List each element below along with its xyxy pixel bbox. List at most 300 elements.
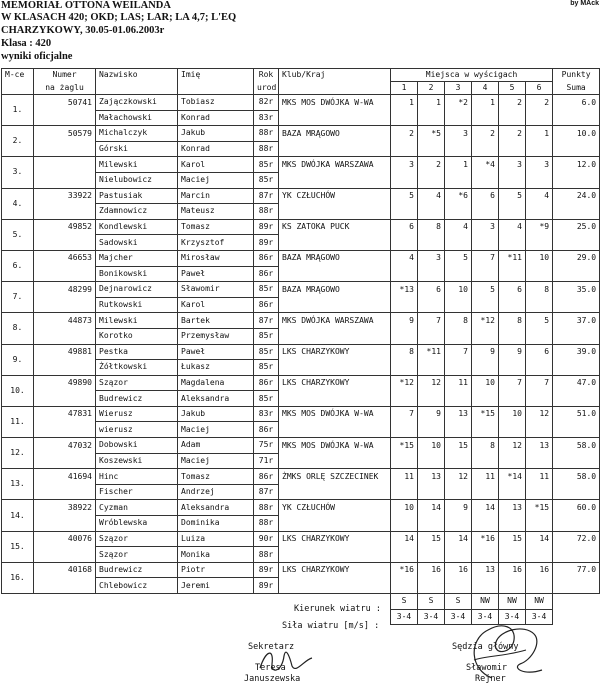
race-place-cell-empty (472, 204, 499, 220)
crew-surname-cell: Szązor (96, 547, 178, 563)
race-place-cell: *12 (391, 375, 418, 391)
race-place-cell: 8 (445, 313, 472, 329)
sail-number-cell: 47032 (34, 438, 96, 454)
sail-number-cell: 46653 (34, 250, 96, 266)
crew-year-cell: 88r (254, 547, 279, 563)
table-row-crew (2, 484, 600, 500)
points-cell: 51.0 (553, 406, 600, 422)
crew-surname-cell: Sadowski (96, 235, 178, 251)
race-place-cell-empty (445, 516, 472, 532)
race-place-cell: 8 (499, 313, 526, 329)
crew-surname-cell: Budrewicz (96, 391, 178, 407)
sail-number-cell-empty (34, 391, 96, 407)
crew-year-cell: 83r (254, 110, 279, 126)
table-row-crew (2, 110, 600, 126)
table-row (2, 375, 600, 391)
race-place-cell: 11 (391, 469, 418, 485)
race-place-cell-empty (418, 516, 445, 532)
helm-surname-cell: Milewski (96, 313, 178, 329)
race-place-cell-empty (526, 235, 553, 251)
race-place-cell-empty (526, 204, 553, 220)
table-row (2, 188, 600, 204)
helm-name-cell: Adam (178, 438, 254, 454)
race-place-cell-empty (526, 141, 553, 157)
credit-label: by MAck (570, 0, 599, 7)
points-cell: 29.0 (553, 250, 600, 266)
helm-surname-cell: Pestka (96, 344, 178, 360)
race-place-cell: 2 (526, 95, 553, 111)
wind-direction-cell: NW (472, 594, 499, 610)
race-place-cell: 5 (445, 250, 472, 266)
class-label: Klasa : 420 (1, 38, 52, 49)
sail-number-cell: 47831 (34, 406, 96, 422)
secretary-signature (256, 646, 316, 678)
race-place-cell: 8 (391, 344, 418, 360)
helm-surname-cell: Pastusiak (96, 188, 178, 204)
helm-year-cell: 87r (254, 188, 279, 204)
col-number-header: Numer (34, 69, 96, 82)
table-row-crew (2, 204, 600, 220)
points-cell-empty (553, 516, 600, 532)
col-points-header: Punkty (553, 69, 600, 82)
sail-number-cell-empty (34, 453, 96, 469)
race-place-cell-empty (445, 547, 472, 563)
race-place-cell: *15 (391, 438, 418, 454)
helm-year-cell: 86r (254, 250, 279, 266)
race-place-cell: 11 (445, 375, 472, 391)
club-cell-empty (279, 484, 391, 500)
table-row-crew (2, 266, 600, 282)
race-place-cell: *15 (526, 500, 553, 516)
helm-name-cell: Marcin (178, 188, 254, 204)
race-place-cell-empty (472, 391, 499, 407)
place-cell: 13. (2, 469, 34, 500)
race-place-cell-empty (391, 391, 418, 407)
helm-surname-cell: Budrewicz (96, 562, 178, 578)
race-place-cell: 7 (526, 375, 553, 391)
race-place-cell: 8 (526, 282, 553, 298)
helm-surname-cell: Hinc (96, 469, 178, 485)
crew-surname-cell: Rutkowski (96, 297, 178, 313)
points-cell: 58.0 (553, 438, 600, 454)
club-cell: LKS CHARZYKOWY (279, 375, 391, 391)
col-year-header: Rok (254, 69, 279, 82)
race-place-cell-empty (526, 391, 553, 407)
helm-year-cell: 86r (254, 375, 279, 391)
points-cell-empty (553, 453, 600, 469)
race-place-cell-empty (526, 110, 553, 126)
race-place-cell: 13 (445, 406, 472, 422)
race-place-cell: 13 (499, 500, 526, 516)
crew-surname-cell: Fischer (96, 484, 178, 500)
club-cell: ŻMKS ORLĘ SZCZECINEK (279, 469, 391, 485)
race-place-cell: 16 (445, 562, 472, 578)
race-place-cell-empty (472, 422, 499, 438)
race-place-cell-empty (499, 516, 526, 532)
helm-year-cell: 85r (254, 282, 279, 298)
crew-year-cell: 87r (254, 484, 279, 500)
points-cell-empty (553, 204, 600, 220)
sail-number-cell-empty (34, 235, 96, 251)
points-cell: 6.0 (553, 95, 600, 111)
crew-surname-cell: wierusz (96, 422, 178, 438)
race-place-cell: 2 (472, 126, 499, 142)
race-place-cell: *14 (499, 469, 526, 485)
club-cell-empty (279, 328, 391, 344)
points-cell-empty (553, 141, 600, 157)
wind-strength-cell: 3-4 (418, 609, 445, 625)
race-place-cell: 9 (445, 500, 472, 516)
points-cell-empty (553, 578, 600, 594)
place-cell: 4. (2, 188, 34, 219)
club-cell-empty (279, 266, 391, 282)
race-place-cell-empty (391, 578, 418, 594)
table-row (2, 406, 600, 422)
helm-year-cell: 89r (254, 562, 279, 578)
crew-name-cell: Maciej (178, 172, 254, 188)
race-place-cell-empty (418, 328, 445, 344)
race-place-cell: 4 (445, 219, 472, 235)
sail-number-cell: 40168 (34, 562, 96, 578)
race-place-cell-empty (418, 172, 445, 188)
race-place-cell-empty (445, 578, 472, 594)
race-place-cell: 4 (526, 188, 553, 204)
crew-year-cell: 85r (254, 172, 279, 188)
race-place-cell: 6 (391, 219, 418, 235)
helm-year-cell: 88r (254, 500, 279, 516)
race-place-cell: 7 (445, 344, 472, 360)
event-place-date: CHARZYKOWY, 30.05-01.06.2003r (1, 25, 165, 36)
race-place-cell-empty (391, 422, 418, 438)
race-place-cell: 4 (418, 188, 445, 204)
race-place-cell-empty (472, 360, 499, 376)
race-place-cell-empty (526, 516, 553, 532)
secretary-first-name: Teresa (255, 663, 286, 673)
col-points-subheader: Suma (553, 82, 600, 95)
race-place-cell-empty (472, 328, 499, 344)
crew-name-cell: Krzysztof (178, 235, 254, 251)
race-place-cell: *16 (391, 562, 418, 578)
race-place-cell: *12 (472, 313, 499, 329)
race-place-cell: 2 (418, 157, 445, 173)
crew-surname-cell: Zdamnowicz (96, 204, 178, 220)
race-place-cell: 3 (499, 157, 526, 173)
points-cell: 10.0 (553, 126, 600, 142)
race-place-cell-empty (472, 110, 499, 126)
race-place-cell-empty (391, 297, 418, 313)
race-number-header: 1 (391, 82, 418, 95)
place-cell: 1. (2, 95, 34, 126)
crew-name-cell: Maciej (178, 453, 254, 469)
race-place-cell-empty (499, 266, 526, 282)
club-cell: MKS DWÓJKA WARSZAWA (279, 157, 391, 173)
race-place-cell-empty (526, 422, 553, 438)
club-cell: YK CZŁUCHÓW (279, 188, 391, 204)
race-place-cell: 11 (472, 469, 499, 485)
crew-year-cell: 85r (254, 391, 279, 407)
points-cell: 72.0 (553, 531, 600, 547)
race-place-cell: *9 (526, 219, 553, 235)
helm-surname-cell: Cyzman (96, 500, 178, 516)
race-place-cell: 3 (526, 157, 553, 173)
race-place-cell: 7 (391, 406, 418, 422)
race-place-cell-empty (499, 360, 526, 376)
place-cell: 14. (2, 500, 34, 531)
race-number-header: 5 (499, 82, 526, 95)
race-place-cell: *5 (418, 126, 445, 142)
helm-name-cell: Luiza (178, 531, 254, 547)
points-cell-empty (553, 484, 600, 500)
wind-strength-cell: 3-4 (472, 609, 499, 625)
crew-year-cell: 85r (254, 360, 279, 376)
club-cell-empty (279, 578, 391, 594)
wind-direction-cell: NW (499, 594, 526, 610)
sail-number-cell: 41694 (34, 469, 96, 485)
race-place-cell-empty (445, 360, 472, 376)
helm-year-cell: 82r (254, 95, 279, 111)
points-cell-empty (553, 266, 600, 282)
club-cell: BAZA MRĄGOWO (279, 282, 391, 298)
crew-surname-cell: Korotko (96, 328, 178, 344)
crew-surname-cell: Wróblewska (96, 516, 178, 532)
race-place-cell-empty (418, 297, 445, 313)
points-cell: 58.0 (553, 469, 600, 485)
place-cell: 16. (2, 562, 34, 593)
race-place-cell-empty (418, 453, 445, 469)
race-place-cell: 7 (499, 375, 526, 391)
race-place-cell-empty (526, 547, 553, 563)
club-cell-empty (279, 172, 391, 188)
race-place-cell: 4 (391, 250, 418, 266)
race-place-cell-empty (445, 141, 472, 157)
race-place-cell-empty (418, 360, 445, 376)
race-place-cell: 15 (499, 531, 526, 547)
place-cell: 7. (2, 282, 34, 313)
table-row-crew (2, 360, 600, 376)
points-cell-empty (553, 547, 600, 563)
sail-number-cell-empty (34, 328, 96, 344)
table-row-crew (2, 547, 600, 563)
race-place-cell: 8 (418, 219, 445, 235)
race-place-cell-empty (526, 453, 553, 469)
table-row (2, 344, 600, 360)
race-place-cell-empty (445, 484, 472, 500)
table-row (2, 95, 600, 111)
place-cell: 6. (2, 250, 34, 281)
club-cell: BAZA MRĄGOWO (279, 250, 391, 266)
club-cell-empty (279, 547, 391, 563)
secretary-last-name: Januszewska (244, 674, 301, 684)
race-place-cell: 14 (391, 531, 418, 547)
race-place-cell-empty (472, 484, 499, 500)
sail-number-cell-empty (34, 172, 96, 188)
crew-name-cell: Monika (178, 547, 254, 563)
judge-title: Sędzia główny (452, 642, 519, 652)
table-row (2, 500, 600, 516)
crew-year-cell: 88r (254, 141, 279, 157)
col-place-header: M-ce (2, 69, 34, 82)
race-place-cell: 2 (499, 95, 526, 111)
points-cell-empty (553, 391, 600, 407)
race-place-cell-empty (418, 204, 445, 220)
helm-surname-cell: Szązor (96, 375, 178, 391)
place-cell: 3. (2, 157, 34, 188)
race-place-cell: *11 (499, 250, 526, 266)
race-place-cell-empty (499, 297, 526, 313)
helm-name-cell: Sławomir (178, 282, 254, 298)
helm-surname-cell: Zajączkowski (96, 95, 178, 111)
race-place-cell-empty (472, 266, 499, 282)
helm-name-cell: Tomasz (178, 219, 254, 235)
race-place-cell-empty (418, 266, 445, 282)
club-cell: KS ZATOKA PUCK (279, 219, 391, 235)
crew-name-cell: Jeremi (178, 578, 254, 594)
race-place-cell: 5 (472, 282, 499, 298)
race-place-cell: 7 (418, 313, 445, 329)
points-cell: 47.0 (553, 375, 600, 391)
race-place-cell: 3 (445, 126, 472, 142)
helm-surname-cell: Dejnarowicz (96, 282, 178, 298)
points-cell-empty (553, 422, 600, 438)
table-row-crew (2, 141, 600, 157)
sail-number-cell-empty (34, 110, 96, 126)
sail-number-cell: 44873 (34, 313, 96, 329)
sail-number-cell-empty (34, 578, 96, 594)
race-place-cell-empty (499, 141, 526, 157)
points-cell-empty (553, 235, 600, 251)
sail-number-cell (34, 157, 96, 173)
crew-surname-cell: Nielubowicz (96, 172, 178, 188)
race-place-cell-empty (391, 141, 418, 157)
race-place-cell: 16 (499, 562, 526, 578)
race-place-cell: 5 (526, 313, 553, 329)
club-cell-empty (279, 453, 391, 469)
helm-surname-cell: Szązor (96, 531, 178, 547)
club-cell-empty (279, 235, 391, 251)
table-row (2, 531, 600, 547)
helm-year-cell: 86r (254, 469, 279, 485)
wind-direction-cell: S (391, 594, 418, 610)
race-place-cell: *11 (418, 344, 445, 360)
crew-year-cell: 89r (254, 235, 279, 251)
helm-surname-cell: Milewski (96, 157, 178, 173)
table-row (2, 438, 600, 454)
crew-name-cell: Mateusz (178, 204, 254, 220)
wind-strength-cell: 3-4 (499, 609, 526, 625)
race-place-cell-empty (472, 547, 499, 563)
club-cell-empty (279, 360, 391, 376)
club-cell: MKS MOS DWÓJKA W-WA (279, 406, 391, 422)
points-cell-empty (553, 328, 600, 344)
table-row (2, 126, 600, 142)
race-number-header: 2 (418, 82, 445, 95)
sail-number-cell-empty (34, 484, 96, 500)
race-place-cell-empty (391, 266, 418, 282)
race-place-cell: 6 (472, 188, 499, 204)
race-place-cell-empty (445, 453, 472, 469)
judge-signature (462, 620, 552, 684)
points-cell: 25.0 (553, 219, 600, 235)
table-row (2, 313, 600, 329)
race-place-cell: 14 (418, 500, 445, 516)
sail-number-cell: 50741 (34, 95, 96, 111)
crew-surname-cell: Bonikowski (96, 266, 178, 282)
crew-year-cell: 71r (254, 453, 279, 469)
race-place-cell: 6 (418, 282, 445, 298)
secretary-title: Sekretarz (248, 642, 295, 652)
race-place-cell: 7 (472, 250, 499, 266)
crew-surname-cell: Małachowski (96, 110, 178, 126)
table-row (2, 469, 600, 485)
race-place-cell: *16 (472, 531, 499, 547)
club-cell: BAZA MRĄGOWO (279, 126, 391, 142)
race-place-cell: 2 (391, 126, 418, 142)
race-place-cell: 15 (418, 531, 445, 547)
crew-name-cell: Konrad (178, 141, 254, 157)
helm-surname-cell: Dobowski (96, 438, 178, 454)
race-place-cell-empty (499, 235, 526, 251)
race-place-cell: 10 (499, 406, 526, 422)
helm-name-cell: Jakub (178, 406, 254, 422)
race-place-cell-empty (499, 172, 526, 188)
race-place-cell: 6 (499, 282, 526, 298)
place-cell: 8. (2, 313, 34, 344)
race-place-cell: *2 (445, 95, 472, 111)
race-number-header: 6 (526, 82, 553, 95)
helm-year-cell: 75r (254, 438, 279, 454)
col-races-header: Miejsca w wyścigach (391, 69, 553, 82)
crew-name-cell: Maciej (178, 422, 254, 438)
place-cell: 12. (2, 438, 34, 469)
race-place-cell: 3 (391, 157, 418, 173)
race-place-cell: 10 (526, 250, 553, 266)
table-row (2, 562, 600, 578)
club-cell-empty (279, 204, 391, 220)
race-place-cell: 14 (445, 531, 472, 547)
race-place-cell: *4 (472, 157, 499, 173)
sail-number-cell-empty (34, 516, 96, 532)
race-place-cell-empty (418, 547, 445, 563)
race-number-header: 3 (445, 82, 472, 95)
place-cell: 5. (2, 219, 34, 250)
race-place-cell-empty (499, 328, 526, 344)
points-cell: 39.0 (553, 344, 600, 360)
race-place-cell: 9 (472, 344, 499, 360)
race-place-cell-empty (499, 110, 526, 126)
race-place-cell: 14 (526, 531, 553, 547)
race-place-cell-empty (445, 235, 472, 251)
sail-number-cell: 40076 (34, 531, 96, 547)
race-place-cell: 1 (526, 126, 553, 142)
race-place-cell-empty (472, 578, 499, 594)
race-place-cell-empty (391, 235, 418, 251)
club-cell: MKS DWÓJKA WARSZAWA (279, 313, 391, 329)
helm-year-cell: 83r (254, 406, 279, 422)
race-place-cell-empty (472, 141, 499, 157)
wind-strength-cell: 3-4 (391, 609, 418, 625)
race-place-cell-empty (418, 578, 445, 594)
crew-name-cell: Karol (178, 297, 254, 313)
race-place-cell-empty (472, 172, 499, 188)
race-place-cell: *13 (391, 282, 418, 298)
race-place-cell: 13 (418, 469, 445, 485)
race-place-cell: 6 (526, 344, 553, 360)
results-table (1, 68, 600, 625)
col-club-header: Klub/Kraj (279, 69, 391, 82)
crew-surname-cell: Chlebowicz (96, 578, 178, 594)
club-cell: MKS MOS DWÓJKA W-WA (279, 438, 391, 454)
points-cell: 37.0 (553, 313, 600, 329)
